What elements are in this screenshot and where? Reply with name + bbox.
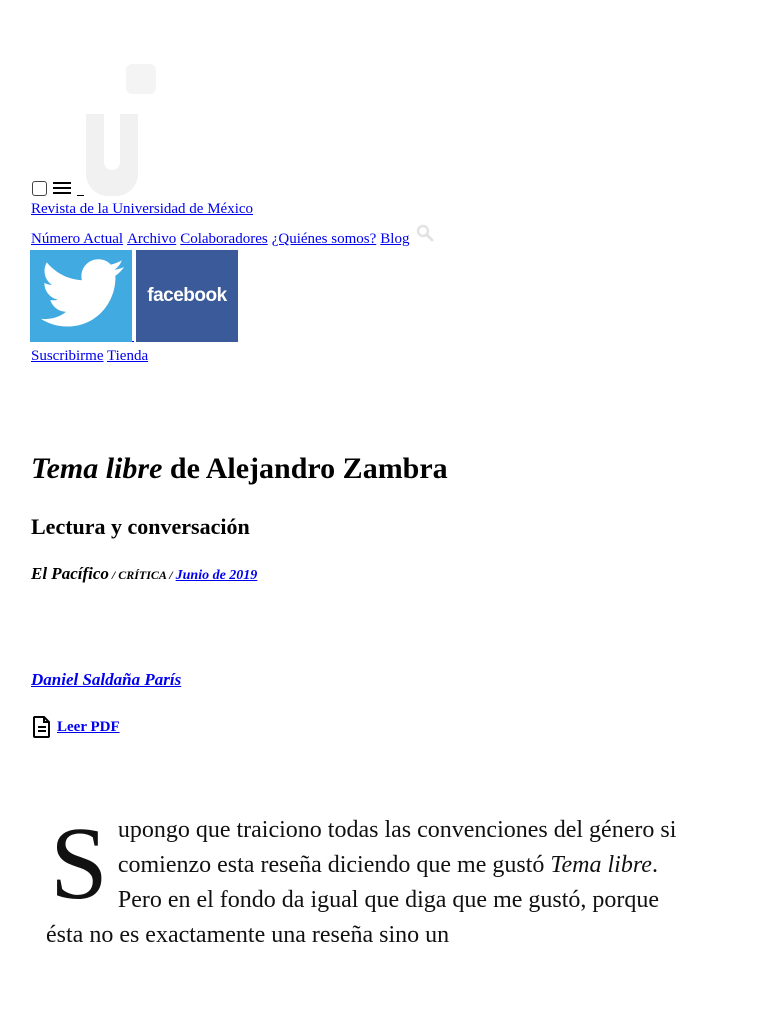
logo-u-shape	[86, 114, 138, 196]
menu-toggle-checkbox[interactable]	[32, 181, 47, 196]
article-meta	[31, 564, 257, 584]
nav-colaboradores[interactable]: Colaboradores	[180, 231, 268, 247]
drop-cap: S	[50, 806, 108, 921]
nav-archivo[interactable]: Archivo	[127, 231, 177, 247]
logo-dot-shape	[126, 64, 156, 94]
underscore-mark	[77, 195, 84, 196]
body-text-2: . Pero en el fondo da igual que diga que me gustó, porque ésta no es exactamente una reseña sino un	[46, 852, 660, 948]
twitter-link[interactable]	[30, 250, 132, 342]
meta-separator: /	[108, 568, 119, 582]
body-italic-title: Tema libre	[550, 852, 652, 878]
nav-blog[interactable]: Blog	[380, 231, 410, 247]
article-body	[46, 806, 696, 953]
social-links	[30, 250, 238, 342]
pdf-download	[33, 716, 120, 738]
menu-controls	[32, 178, 84, 198]
article-title-italic: Tema libre	[31, 452, 163, 485]
read-pdf-link[interactable]: Leer PDF	[57, 718, 120, 735]
main-nav	[31, 231, 435, 248]
article-title	[31, 452, 448, 486]
twitter-bird-icon	[36, 258, 126, 334]
tienda-link[interactable]: Tienda	[106, 348, 149, 364]
article-subtitle: Lectura y conversación	[31, 514, 250, 539]
search-icon[interactable]	[415, 223, 435, 243]
document-icon[interactable]	[33, 716, 51, 738]
site-logo[interactable]	[84, 62, 164, 198]
nav-quienes-somos[interactable]: ¿Quiénes somos?	[271, 231, 377, 247]
site-title-link[interactable]: Revista de la Universidad de México	[31, 201, 254, 217]
issue-date-link[interactable]: Junio de 2019	[175, 568, 258, 583]
suscribirme-link[interactable]: Suscribirme	[31, 348, 104, 364]
section-name: El Pacífico	[31, 564, 109, 583]
facebook-link[interactable]: facebook	[136, 250, 238, 342]
secondary-links	[31, 348, 148, 365]
link-underline	[132, 341, 134, 342]
category-label: CRÍTICA	[118, 568, 167, 582]
meta-separator-2: /	[166, 568, 176, 582]
hamburger-menu-icon[interactable]	[53, 181, 71, 195]
author-link[interactable]: Daniel Saldaña París	[31, 670, 182, 689]
body-text-1: upongo que traiciono todas las convenciones del género si comienzo esta reseña diciendo que me gustó	[117, 817, 677, 878]
article-title-rest: de Alejandro Zambra	[162, 452, 448, 485]
nav-numero-actual[interactable]: Número Actual	[31, 231, 124, 247]
